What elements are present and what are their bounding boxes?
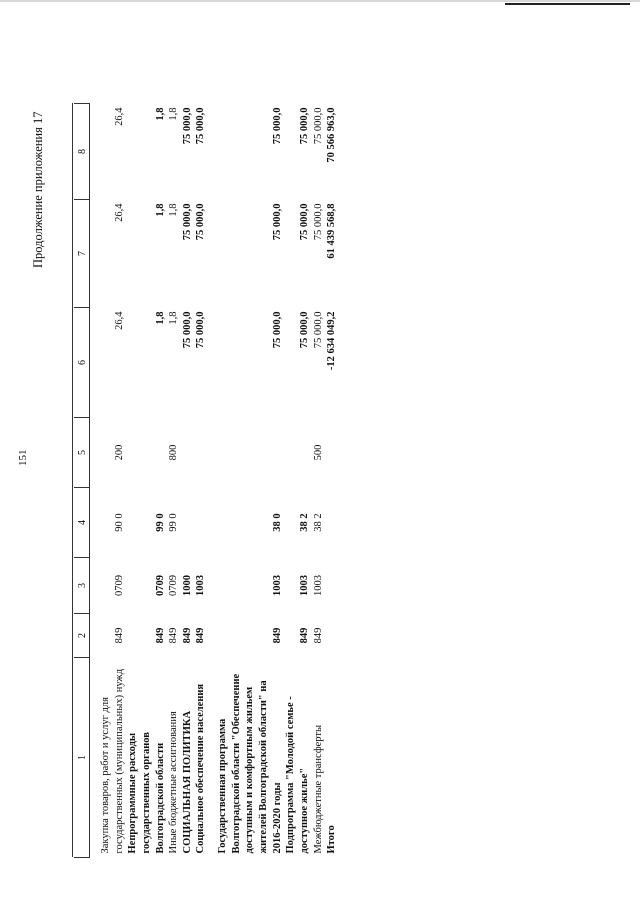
cell-amount-3: 1,8 — [154, 107, 166, 121]
cell-amount-1: 75 000,0 — [181, 311, 193, 349]
cell-amount-1: 1,8 — [168, 311, 180, 325]
cell-target: 38 0 — [271, 513, 283, 532]
total-amount-1: -12 634 049,2 — [326, 311, 338, 371]
row-name: Межбюджетные трансферты — [312, 724, 324, 854]
cell-type — [126, 418, 167, 488]
row-name: Государственная программа Волгоградской области "Обеспечение доступным и комфортным жильем жителей Волгоградской области" на 2016-2020 годы — [217, 673, 283, 854]
cell-amount-1: 1,8 — [154, 311, 166, 325]
cell-target: 90 0 — [113, 513, 125, 532]
cell-amount-1: 75 000,0 — [195, 311, 207, 349]
table-row — [181, 104, 195, 858]
cell-amount-2: 26,4 — [113, 203, 125, 222]
cell-target: 38 2 — [298, 513, 310, 532]
row-name: Иные бюджетные ассигнования — [168, 711, 180, 854]
total-label: Итого — [326, 825, 338, 854]
cell-type — [194, 418, 208, 488]
column-header: 5 — [74, 418, 90, 488]
scan-edge — [0, 0, 640, 2]
row-name: Закупка товаров, работ и услуг для государственных (муниципальных) нужд — [100, 668, 125, 854]
cell-code: 849 — [168, 627, 180, 644]
cell-amount-3: 1,8 — [168, 107, 180, 121]
cell-target: 99 0 — [168, 513, 180, 532]
column-header: 7 — [74, 200, 90, 308]
total-row — [325, 104, 339, 858]
cell-amount-3: 75 000,0 — [298, 107, 310, 145]
table-row — [126, 104, 167, 858]
table-row — [194, 104, 208, 858]
cell-section: 1000 — [181, 575, 193, 596]
cell-section: 1003 — [195, 575, 207, 596]
table-row — [284, 104, 311, 858]
cell-section: 0709 — [168, 575, 180, 596]
cell-code: 849 — [154, 627, 166, 644]
cell-target — [194, 488, 208, 558]
cell-amount-3: 26,4 — [113, 107, 125, 126]
cell-amount-2: 75 000,0 — [195, 203, 207, 241]
cell-amount-2: 75 000,0 — [298, 203, 310, 241]
cell-amount-2: 75 000,0 — [312, 203, 324, 241]
appendix-title: Продолжение приложения 17 — [31, 111, 45, 268]
table-row — [99, 104, 126, 858]
cell-amount-3: 75 000,0 — [271, 107, 283, 145]
cell-amount-3: 75 000,0 — [195, 107, 207, 145]
budget-table — [72, 103, 339, 858]
column-header: 1 — [74, 658, 90, 858]
total-amount-2: 61 439 568,8 — [326, 203, 338, 259]
cell-target: 38 2 — [312, 513, 324, 532]
cell-section: 1003 — [298, 575, 310, 596]
column-header: 3 — [74, 558, 90, 614]
cell-amount-3: 75 000,0 — [312, 107, 324, 145]
rotated-page — [17, 48, 492, 858]
scan-mark — [505, 3, 630, 5]
row-name: СОЦИАЛЬНАЯ ПОЛИТИКА — [181, 710, 193, 854]
cell-amount-2: 75 000,0 — [181, 203, 193, 241]
column-header: 2 — [74, 614, 90, 658]
cell-type: 500 — [312, 444, 324, 461]
cell-code: 849 — [113, 627, 125, 644]
cell-type — [181, 418, 195, 488]
cell-code: 849 — [312, 627, 324, 644]
cell-amount-2: 1,8 — [154, 203, 166, 217]
cell-section: 0709 — [113, 575, 125, 596]
row-name: Подпрограмма "Молодой семье - доступное жилье" — [285, 696, 310, 854]
cell-amount-3: 75 000,0 — [181, 107, 193, 145]
table-row — [312, 104, 326, 858]
page-number: 151 — [17, 449, 29, 466]
cell-amount-2: 1,8 — [168, 203, 180, 217]
column-header: 6 — [74, 308, 90, 418]
cell-section: 1003 — [271, 575, 283, 596]
cell-amount-1: 26,4 — [113, 311, 125, 330]
cell-code: 849 — [181, 627, 193, 644]
cell-code: 849 — [195, 627, 207, 644]
row-name: Непрограммные расходы государственных органов Волгоградской области — [127, 732, 166, 854]
cell-type: 800 — [168, 444, 180, 461]
total-amount-3: 70 566 963,0 — [326, 107, 338, 163]
column-header: 4 — [74, 488, 90, 558]
cell-amount-1: 75 000,0 — [312, 311, 324, 349]
cell-type — [216, 418, 284, 488]
cell-code: 849 — [271, 627, 283, 644]
cell-amount-1: 75 000,0 — [298, 311, 310, 349]
cell-target: 99 0 — [154, 513, 166, 532]
cell-section: 0709 — [154, 575, 166, 596]
row-name: Социальное обеспечение населения — [195, 683, 207, 854]
cell-type — [284, 418, 311, 488]
cell-amount-2: 75 000,0 — [271, 203, 283, 241]
cell-type: 200 — [113, 444, 125, 461]
table-row — [216, 104, 284, 858]
cell-target — [181, 488, 195, 558]
column-header: 8 — [74, 104, 90, 200]
cell-section: 1003 — [312, 575, 324, 596]
cell-amount-1: 75 000,0 — [271, 311, 283, 349]
cell-code: 849 — [298, 627, 310, 644]
table-row — [167, 104, 181, 858]
table-header-row — [74, 104, 90, 858]
